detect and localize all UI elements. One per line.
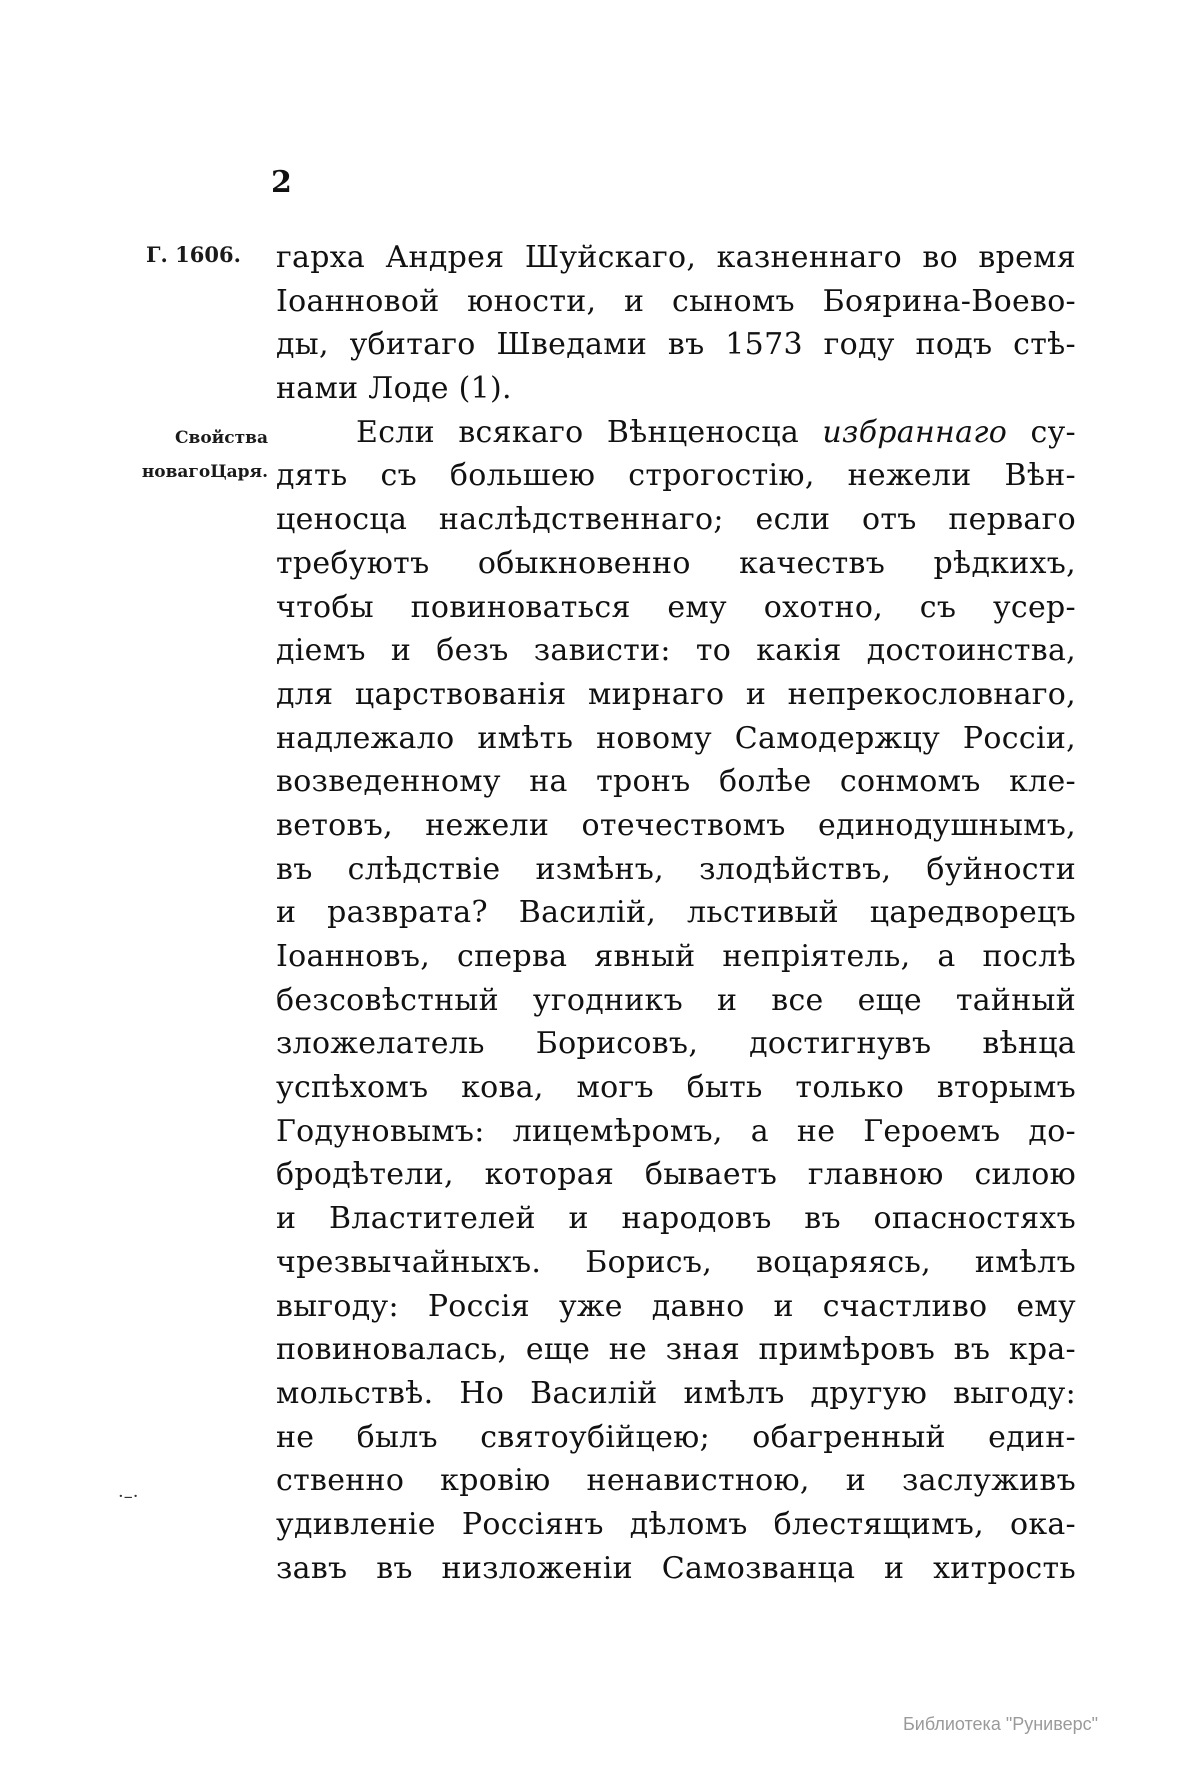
text-line-24: чрезвычайныхъ. Борисъ, воцаряясь, имѣлъ bbox=[276, 1244, 1076, 1280]
page-number: 2 bbox=[271, 165, 292, 200]
text-line-21: Годуновымъ: лицемѣромъ, а не Героемъ до- bbox=[276, 1113, 1076, 1149]
text-line-1: гарха Андрея Шуйскаго, казненнаго во время bbox=[276, 240, 1076, 275]
text-line-30: удивленіе Россіянъ дѣломъ блестящимъ, ока- bbox=[276, 1506, 1076, 1542]
text-line-2: Іоанновой юности, и сыномъ Боярина-Воево- bbox=[276, 283, 1076, 319]
side-heading bbox=[118, 421, 268, 489]
text-line-25: выгоду: Россія уже давно и счастливо ему bbox=[276, 1288, 1076, 1324]
text-line-9: чтобы повиноваться ему охотно, съ усер- bbox=[276, 589, 1076, 625]
side-heading-line-2: новагоЦаря. bbox=[141, 462, 268, 482]
text-line-8: требуютъ обыкновенно качествъ рѣдкихъ, bbox=[276, 545, 1076, 581]
text-line-20: успѣхомъ кова, могъ быть только вторымъ bbox=[276, 1070, 1076, 1106]
text-line-28: не былъ святоубійцею; обагренный един- bbox=[276, 1419, 1076, 1455]
text-line-15: въ слѣдствіе измѣнъ, злодѣйствъ, буйности bbox=[276, 851, 1076, 887]
margin-year-note: Г. 1606. bbox=[146, 242, 241, 267]
text-line-3: ды, убитаго Шведами въ 1573 году подъ стѣ- bbox=[276, 327, 1076, 363]
text-line-29: ственно кровію ненавистною, и заслуживъ bbox=[276, 1463, 1076, 1499]
text-line-5-start: Если всякаго Вѣнценосца bbox=[356, 414, 800, 450]
text-line-4: нами Лоде (1). bbox=[276, 371, 512, 407]
text-line-12: надлежало имѣть новому Самодержцу Россіи, bbox=[276, 720, 1076, 756]
text-line-13: возведенному на тронъ болѣе сонмомъ кле- bbox=[276, 764, 1076, 800]
text-line-19: зложелатель Борисовъ, достигнувъ вѣнца bbox=[276, 1026, 1076, 1062]
library-watermark: Библиотека "Руниверс" bbox=[902, 1714, 1098, 1734]
text-line-5 bbox=[276, 411, 1076, 455]
text-line-10: діемъ и безъ зависти: то какія достоинства, bbox=[276, 633, 1076, 669]
text-line-18: безсовѣстный угодникъ и все еще тайный bbox=[276, 982, 1076, 1018]
stray-mark: ·–· bbox=[118, 1486, 139, 1507]
text-line-7: ценосца наслѣдственнаго; если отъ перваго bbox=[276, 502, 1076, 538]
text-line-26: повиновалась, еще не зная примѣровъ въ кра- bbox=[276, 1332, 1076, 1368]
text-line-27: мольствѣ. Но Василій имѣлъ другую выгоду: bbox=[276, 1375, 1076, 1411]
italic-word: избраннаго bbox=[822, 414, 1008, 450]
text-line-14: ветовъ, нежели отечествомъ единодушнымъ, bbox=[276, 807, 1076, 843]
text-line-5-end: су- bbox=[1030, 414, 1076, 450]
text-line-31: завъ въ низложеніи Самозванца и хитрость bbox=[276, 1550, 1076, 1586]
text-line-23: и Властителей и народовъ въ опасностяхъ bbox=[276, 1201, 1076, 1237]
body-text bbox=[276, 236, 1076, 1590]
text-line-17: Іоанновъ, сперва явный непріятель, а послѣ bbox=[276, 939, 1076, 974]
text-line-6: дять съ большею строгостію, нежели Вѣн- bbox=[276, 458, 1076, 494]
text-line-11: для царствованія мирнаго и непрекословнаго, bbox=[276, 676, 1076, 712]
text-line-22: бродѣтели, которая бываетъ главною силою bbox=[276, 1157, 1076, 1193]
side-heading-line-1: Свойства bbox=[174, 428, 268, 448]
text-line-16: и разврата? Василій, льстивый царедворецъ bbox=[276, 895, 1076, 931]
